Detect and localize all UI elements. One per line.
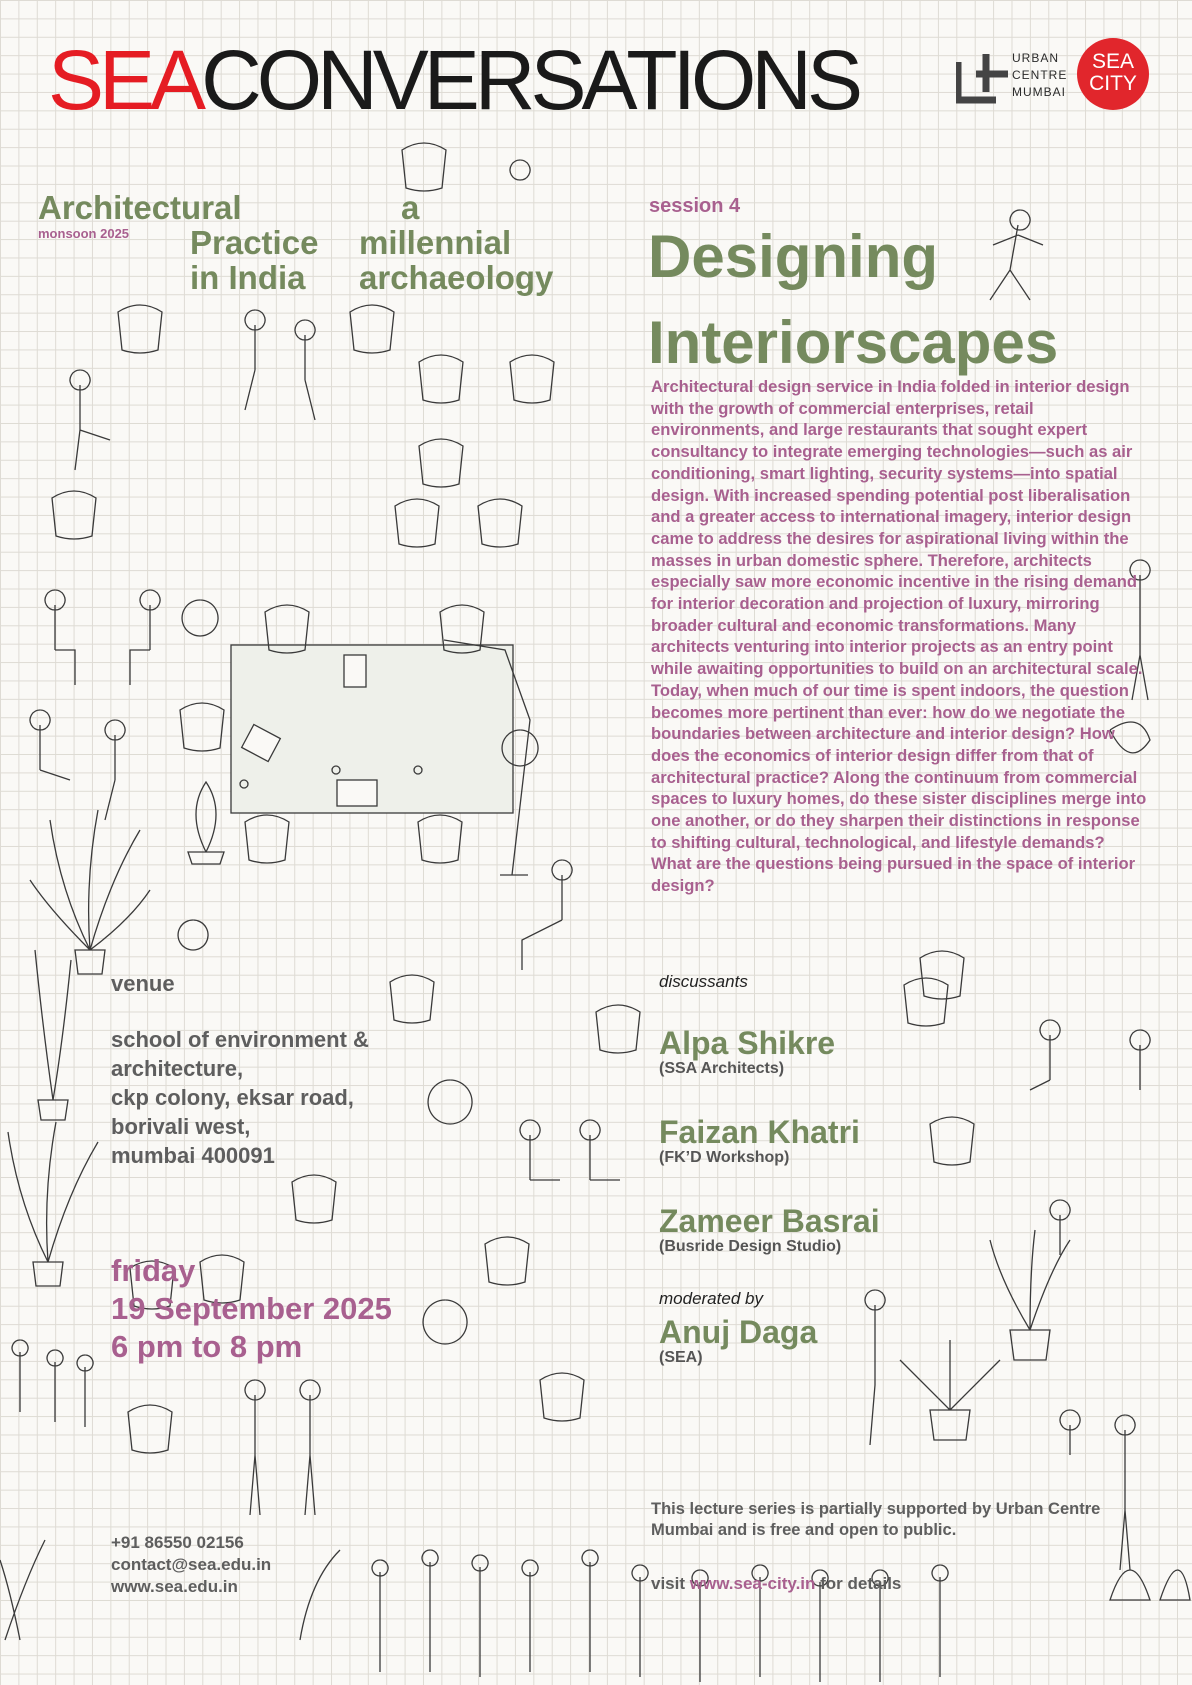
sea-city-logo [1077,38,1149,110]
series-title-col2 [190,225,318,295]
event-day: friday [111,1253,196,1288]
discussant-affiliation: (FK’D Workshop) [659,1149,790,1166]
session-label: session 4 [649,195,741,217]
series-col3-line3: archaeology [359,259,554,296]
series-col3-line1: a [401,189,420,226]
discussant-name: Alpa Shikre [659,1025,836,1061]
ucm-line-2: CENTRE [1012,68,1068,82]
event-time: 6 pm to 8 pm [111,1329,303,1364]
session-description: Architectural design service in India folded in interior design with the growth of commercial enterprises, retail environments, and large restaurants that sought expert consultancy to integrate emerging technologies—such as air conditioning, smart lighting, security systems—into spatial design. With increased spending potential post liberalisation and a greater access to international imagery, interior design came to address the desires for aspirational living within the masses in urban domestic sphere. Therefore, architects especially saw more economic incentive in the rising demand for interior decoration and projection of luxury, mirroring broader cultural and economic transformations. Many architects venturing into interior projects as an entry point while awaiting opportunities to build on an architectural scale. Today, when much of our time is spent indoors, the question becomes more pertinent than ever: how do we negotiate the boundaries between architecture and interior design? How does the economics of interior design differ from that of architectural practice? Along the continuum from commercial spaces to luxury homes, do these sister disciplines merge into one another, or do they sharpen their distinctions in response to shifting cultural, technological, and lifestyle demands? What are the questions being pursued in the space of interior design? [651,377,1147,896]
venue-address [111,1025,369,1170]
discussant-affiliation: (SSA Architects) [659,1060,785,1077]
sea-city-link[interactable]: www.sea-city.in [689,1574,816,1593]
series-col2-line2: in India [190,259,306,296]
discussant-name: Zameer Basrai [659,1203,880,1239]
discussant-2 [659,1115,860,1167]
ucm-line-3: MUMBAI [1012,85,1066,99]
series-col2-line1: Practice [190,224,319,261]
seacity-line-2: CITY [1089,72,1137,95]
support-note: This lecture series is partially supported by Urban Centre Mumbai and is free and open to public. [651,1500,1101,1539]
event-full-date: 19 September 2025 [111,1291,392,1326]
venue-line-1: school of environment & [111,1027,369,1052]
moderator-name: Anuj Daga [659,1314,818,1350]
contact-email[interactable]: contact@sea.edu.in [111,1555,272,1574]
contact-website[interactable]: www.sea.edu.in [111,1577,238,1596]
venue-line-5: mumbai 400091 [111,1143,275,1168]
title-conversations: CONVERSATIONS [201,33,858,127]
discussant-1 [659,1026,835,1078]
book-drawing [344,655,366,687]
title-sea: SEA [48,33,202,127]
moderator-affiliation: (SEA) [659,1349,703,1366]
visit-suffix: for details [815,1574,902,1593]
season-label: monsoon 2025 [38,226,130,241]
venue-line-3: ckp colony, eksar road, [111,1085,354,1110]
ucm-line-1: URBAN [1012,51,1060,65]
contact-phone[interactable]: +91 86550 02156 [111,1533,244,1552]
session-title [648,214,1168,386]
series-title-col1: Architectural [38,189,242,226]
seacity-line-1: SEA [1091,50,1135,73]
urban-centre-mumbai-logo-icon [956,52,1012,104]
venue-line-4: borivali west, [111,1114,251,1139]
session-title-line2: Interiorscapes [648,309,1059,376]
discussants-label: discussants [659,972,748,991]
venue-line-2: architecture, [111,1056,244,1081]
book-drawing-2 [337,780,377,806]
discussant-3 [659,1204,880,1256]
series-title-col3 [359,190,553,295]
series-col3-line2: millennial [359,224,512,261]
event-series-title [48,33,858,127]
session-title-line1: Designing [648,223,939,290]
discussant-affiliation: (Busride Design Studio) [659,1238,842,1255]
moderator [659,1315,817,1367]
contact-info [111,1532,271,1598]
visit-line [651,1574,901,1594]
event-date [111,1252,392,1366]
venue-label: venue [111,971,175,996]
moderator-label: moderated by [659,1289,763,1308]
visit-prefix: visit [651,1574,690,1593]
discussant-name: Faizan Khatri [659,1114,860,1150]
urban-centre-mumbai-wordmark [1012,50,1067,101]
